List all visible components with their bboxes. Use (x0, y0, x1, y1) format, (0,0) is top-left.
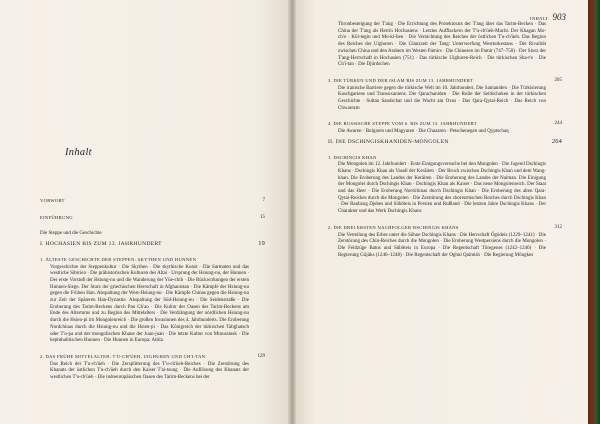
toc-page-number: 244 (554, 121, 562, 127)
toc-entry-text: Die iranische Barriere gegen die türkische Welt im 10. Jahrhundert. Die Samaniden · Die Türkisierung Kaschgariens und Transoxaniens. Die Qarachaniden · Die Rolle der Seldschuken in der türkischen Geschichte · Sultan Sandschar und die Wacht am Oxus · Das Qara-Qytai-Reich · Das Reich von Chwarezm (338, 85, 546, 111)
toc-entry-text: Die Mongolen im 12. Jahrhundert · Erste Einigungsversuche bei den Mongolen · Die Jugend Dschingis Khans · Dschingis Khan als Vasall der Keräiten · Der Bruch zwischen Dschingis Khan und dem Wang-khan. Die Eroberung des Landes der Keräiten · Die Eroberung des Landes der Naiman. Die Einigung der Mongolei durch Dschingis Khan · Dschingis Khan als Kaiser · Das neue Mongolenreich. Der Staat und das Heer · Die Eroberung Nordchinas durch Dschingis Khan · Die Eroberung des alten Qara-Qytai-Reiches durch die Mongolen · Die Zerstörung des chorezmischen Reiches durch Dschingis Khan · Der Raubzug Djebes und Süböteis in Persien und Rußland · Die letzten Jahre Dschingis Khans · Der Charakter und das Werk Dschingis Khans (338, 162, 546, 215)
toc-entry-title (328, 121, 562, 129)
toc-entry-text: Die Verteilung des Erbes unter die Söhne Dschingis Khans · Die Herrschaft Ögödeis (1229–1241) · Die Zerstörung des Chin-Reiches durch die Mongolen · Die Eroberung Westpersiens durch die Mongolen · Die Feldzüge Batus und Süböteis in Europa · Die Regentschaft Töregenes (1242–1246) · Die Regierung Güjüks (1246–1248) · Die Regentschaft der Oghul Qaimish · Die Regierung Möngkes (338, 232, 546, 258)
toc-page-number: 19 (258, 240, 265, 248)
toc-page-number: 129 (257, 353, 265, 359)
page-number: 903 (552, 12, 566, 22)
toc-page-number: 312 (554, 224, 562, 230)
toc-page-number: 264 (551, 137, 562, 145)
toc-entry-heading: 2. DIE DREI ERSTEN NACHFOLGER DSCHINGIS KHANS (328, 224, 459, 230)
toc-entry-title (328, 78, 562, 86)
toc-entry-body (338, 86, 546, 113)
toc-page-number: 205 (554, 77, 562, 83)
book-cover-edge (586, 0, 600, 424)
toc-row (40, 231, 265, 238)
page-heading: Inhalt (65, 147, 92, 158)
toc-entry-title (328, 225, 562, 233)
toc-entry-body (338, 22, 546, 69)
running-head-title: INHALT (530, 16, 549, 21)
toc-row (40, 215, 265, 223)
table-of-contents-right (328, 22, 562, 259)
toc-page-number: 15 (260, 214, 265, 220)
toc-entry-heading: 1. ÄLTESTE GESCHICHTE DER STEPPEN: SKYTHEN UND HUNNEN (40, 256, 197, 262)
toc-title: EINFÜHRUNG (40, 214, 73, 220)
toc-entry-body (50, 265, 249, 345)
toc-entry-text: Thronbesteigung der T'ang · Die Errichtung des Protektorats der T'ang über das Tarim-Becken · Das China der T'ang als Herrin Hochasiens · Letztes Aufflackern der T'u-ch'üeh-Macht. Der Khagan Mo-ch'o · Kül-tegin und Mo-ki-lien · Die Vernichtung des Reiches der östlichen T'u-ch'üeh. Das Beginn des Reiches der Uighuren · Die Glanzzeit der Tang: Unterwerfung Westturkestans · Die Rivalität zwischen China und den Arabern im Westen Pamirs · Die Chinesen im Pamir (747–750) · Der Sturz der T'ang-Herrschaft in Hochasien (751) · Das türkische Uighuren-Reich · Die türkischen Sha-t'o · Die Ch'i-tan · Die Djürdschen (338, 22, 546, 68)
toc-page-number: 7 (262, 198, 265, 203)
toc-title: Die Steppe und die Geschichte (40, 231, 102, 237)
toc-entry-text: Vorgeschichte der Steppenkultur · Die Skythen · Die skythische Kunst · Die Sarmaten und das westliche Sibirien · Die prähistorischen Kulturen des Altai · Ursprung der Hsiung-nu, der Hunnen · Der erste Vorstoß der Hsiung-nu und die Wanderung der Yüe-chih · Die Rückwirkungen der ersten Hunnen-Siege. Der Sturz der griechischen Herrschaft in Afghanistan · Die Kämpfe der Hsiung-nu gegen die Frühen Han. Abspaltung der West-Hsiung-nu · Die Kämpfe Chinas gegen die Hsiung-nu zur Zeit der Späteren Han-Dynastie. Abspaltung der Süd-Hsiung-nu · Die Seidenstraße · Die Eroberung des Tarim-Beckens durch Pan Ch'ao · Die Kultur der Oasen des Tarim-Beckens am Ende des Altertums und zu Beginn des Mittelalters · Die Verdrängung der nördlichen Hsiung-nu durch die Hsien-pi im Mongolenreich · Die großen Invasionen des 4. Jahrhunderts. Die Eroberung Nordchinas durch die Hsiung-nu und die Hsien-pi · Das Königreich der türkischen Tabghatsch oder T'o-pa und der mongolischen Khane der Juan-juan · Die letzte Kultur von Minussinsk · Die hephthalitischen Hunnen · Die Hunnen in Europa: Attila (50, 264, 249, 344)
toc-section-title: I. HOCHASIEN BIS ZUM 13. JAHRHUNDERT (40, 241, 162, 248)
toc-section (328, 139, 562, 146)
table-of-contents-left (40, 198, 265, 382)
toc-row (40, 198, 265, 206)
book-gutter (288, 0, 296, 424)
toc-entry-heading: 4. DIE RUSSISCHE STEPPE VOM 6. BIS ZUM 13. JAHRHUNDERT (328, 121, 477, 127)
toc-entry-body (338, 162, 546, 216)
toc-entry-body (50, 362, 249, 382)
toc-title: VORWORT (40, 198, 65, 203)
toc-entry-text: Die Awaren · Bulgaren und Magyaren · Die Chazaren · Petschenegen und Qyptschaq (338, 129, 509, 135)
toc-section (40, 241, 265, 248)
toc-section-title: II. DIE DSCHINGISKHANIDEN-MONGOLEN (328, 138, 449, 145)
right-page (292, 0, 588, 424)
toc-entry-title (40, 354, 265, 362)
toc-entry-body (338, 129, 546, 136)
left-page (0, 0, 292, 424)
toc-entry-text: Das Reich der T'u-ch'üeh · Die Zersplitterung des T'u-ch'üeh-Reiches · Die Zerstörung des Khanats der östlichen T'u-ch'üeh durch den Kaiser T'ai-tsung · Die Auflösung des Khanats der westlichen T'u-ch'üeh · Die indoeuropäischen Oasen des Tarim-Beckens bei der (50, 361, 249, 381)
toc-entry-title (328, 155, 562, 163)
toc-entry-heading: 2. DAS FRÜHE MITTELALTER: T'U-CH'ÜEH, UIGHUREN UND CH'I-TAN (40, 353, 206, 359)
toc-entry-heading: 3. DIE TÜRKEN UND DER ISLAM BIS ZUM 13. JAHRHUNDERT (328, 77, 473, 83)
toc-entry-body (338, 233, 546, 260)
running-head (530, 12, 566, 22)
toc-entry-title (40, 257, 265, 265)
toc-entry-heading: 1. DSCHINGIS KHAN (328, 154, 377, 160)
